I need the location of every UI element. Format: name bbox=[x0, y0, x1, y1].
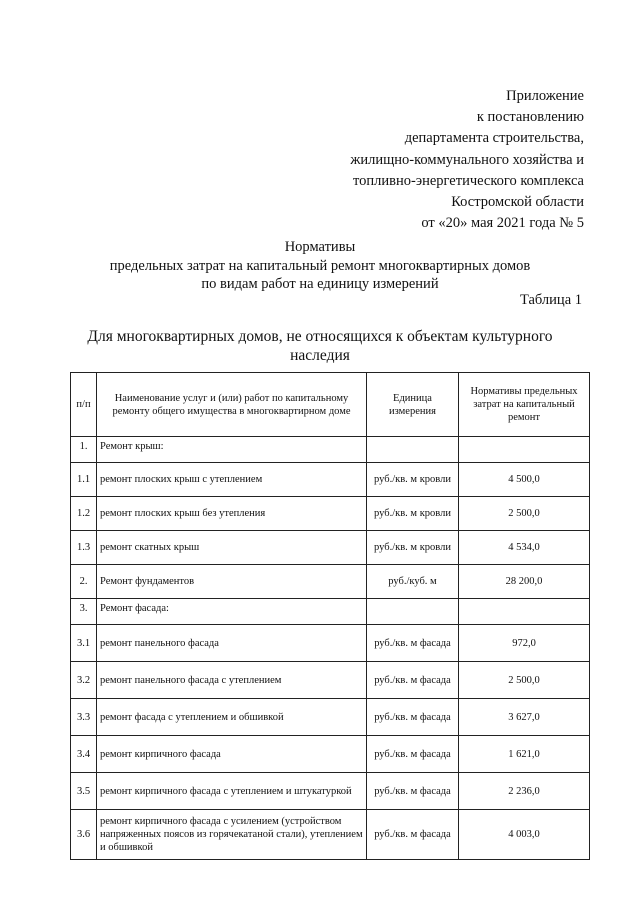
appendix-line: Приложение bbox=[506, 88, 584, 104]
row-value: 2 500,0 bbox=[459, 662, 590, 699]
appendix-line: департамента строительства, bbox=[404, 130, 584, 147]
row-unit: руб./кв. м кровли bbox=[367, 531, 459, 565]
row-unit: руб./кв. м фасада bbox=[367, 699, 459, 736]
appendix-line: жилищно-коммунального хозяйства и bbox=[350, 151, 584, 168]
row-name: ремонт скатных крыш bbox=[97, 531, 367, 565]
table-row bbox=[71, 699, 590, 736]
title-line: Нормативы bbox=[284, 239, 356, 255]
header-name: Наименование услуг и (или) работ по капитальному ремонту общего имущества в многоквартирном доме bbox=[97, 373, 367, 437]
row-num: 1. bbox=[71, 437, 97, 463]
row-value: 4 003,0 bbox=[459, 810, 590, 860]
table-row bbox=[71, 531, 590, 565]
table-label: Таблица 1 bbox=[519, 292, 582, 308]
norms-table bbox=[70, 372, 590, 860]
subtitle-line: Для многоквартирных домов, не относящихся к объектам культурного bbox=[87, 328, 553, 345]
row-unit: руб./кв. м кровли bbox=[367, 463, 459, 497]
row-name: ремонт кирпичного фасада bbox=[97, 736, 367, 773]
subtitle-line: наследия bbox=[290, 347, 350, 364]
row-num: 3.6 bbox=[71, 810, 97, 860]
table-row bbox=[71, 773, 590, 810]
header-num: п/п bbox=[71, 373, 97, 437]
section-subtitle bbox=[0, 327, 640, 365]
row-value bbox=[459, 599, 590, 625]
row-name: Ремонт фундаментов bbox=[97, 565, 367, 599]
row-name: ремонт плоских крыш с утеплением bbox=[97, 463, 367, 497]
row-name: ремонт кирпичного фасада с усилением (устройством напряженных поясов из горячекатаной стали), утеплением и обшивкой bbox=[97, 810, 367, 860]
row-unit: руб./кв. м фасада bbox=[367, 810, 459, 860]
row-value: 4 500,0 bbox=[459, 463, 590, 497]
row-value: 972,0 bbox=[459, 625, 590, 662]
appendix-line: Костромской области bbox=[451, 194, 584, 211]
table-row bbox=[71, 599, 590, 625]
row-unit: руб./кв. м фасада bbox=[367, 662, 459, 699]
appendix-block bbox=[350, 86, 584, 234]
appendix-line: от «20» мая 2021 года № 5 bbox=[421, 215, 584, 232]
row-num: 3.1 bbox=[71, 625, 97, 662]
row-unit: руб./кв. м фасада bbox=[367, 773, 459, 810]
row-name: ремонт плоских крыш без утепления bbox=[97, 497, 367, 531]
appendix-line: топливно-энергетического комплекса bbox=[353, 172, 584, 189]
row-value: 3 627,0 bbox=[459, 699, 590, 736]
row-unit bbox=[367, 437, 459, 463]
row-unit: руб./куб. м bbox=[367, 565, 459, 599]
table-row bbox=[71, 463, 590, 497]
title-line: предельных затрат на капитальный ремонт многоквартирных домов bbox=[109, 257, 531, 274]
table-row bbox=[71, 565, 590, 599]
row-name: Ремонт крыш: bbox=[97, 437, 367, 463]
row-unit bbox=[367, 599, 459, 625]
table-row bbox=[71, 662, 590, 699]
row-value: 1 621,0 bbox=[459, 736, 590, 773]
row-num: 3. bbox=[71, 599, 97, 625]
row-num: 3.4 bbox=[71, 736, 97, 773]
header-unit: Единица измерения bbox=[367, 373, 459, 437]
row-num: 1.3 bbox=[71, 531, 97, 565]
row-num: 1.2 bbox=[71, 497, 97, 531]
title-line: по видам работ на единицу измерений bbox=[201, 276, 439, 292]
row-value: 28 200,0 bbox=[459, 565, 590, 599]
row-name: ремонт панельного фасада с утеплением bbox=[97, 662, 367, 699]
row-unit: руб./кв. м фасада bbox=[367, 625, 459, 662]
row-name: ремонт кирпичного фасада с утеплением и штукатуркой bbox=[97, 773, 367, 810]
table-row bbox=[71, 625, 590, 662]
row-num: 2. bbox=[71, 565, 97, 599]
row-value: 4 534,0 bbox=[459, 531, 590, 565]
table-row bbox=[71, 810, 590, 860]
row-value: 2 500,0 bbox=[459, 497, 590, 531]
table-row bbox=[71, 437, 590, 463]
row-value bbox=[459, 437, 590, 463]
row-unit: руб./кв. м фасада bbox=[367, 736, 459, 773]
row-unit: руб./кв. м кровли bbox=[367, 497, 459, 531]
header-value: Нормативы предельных затрат на капитальный ремонт bbox=[459, 373, 590, 437]
table-row bbox=[71, 497, 590, 531]
row-name: Ремонт фасада: bbox=[97, 599, 367, 625]
row-name: ремонт фасада с утеплением и обшивкой bbox=[97, 699, 367, 736]
row-value: 2 236,0 bbox=[459, 773, 590, 810]
document-title bbox=[0, 238, 640, 294]
table-row bbox=[71, 736, 590, 773]
appendix-line: к постановлению bbox=[476, 109, 584, 126]
row-name: ремонт панельного фасада bbox=[97, 625, 367, 662]
row-num: 1.1 bbox=[71, 463, 97, 497]
row-num: 3.3 bbox=[71, 699, 97, 736]
row-num: 3.2 bbox=[71, 662, 97, 699]
table-header-row bbox=[71, 373, 590, 437]
row-num: 3.5 bbox=[71, 773, 97, 810]
